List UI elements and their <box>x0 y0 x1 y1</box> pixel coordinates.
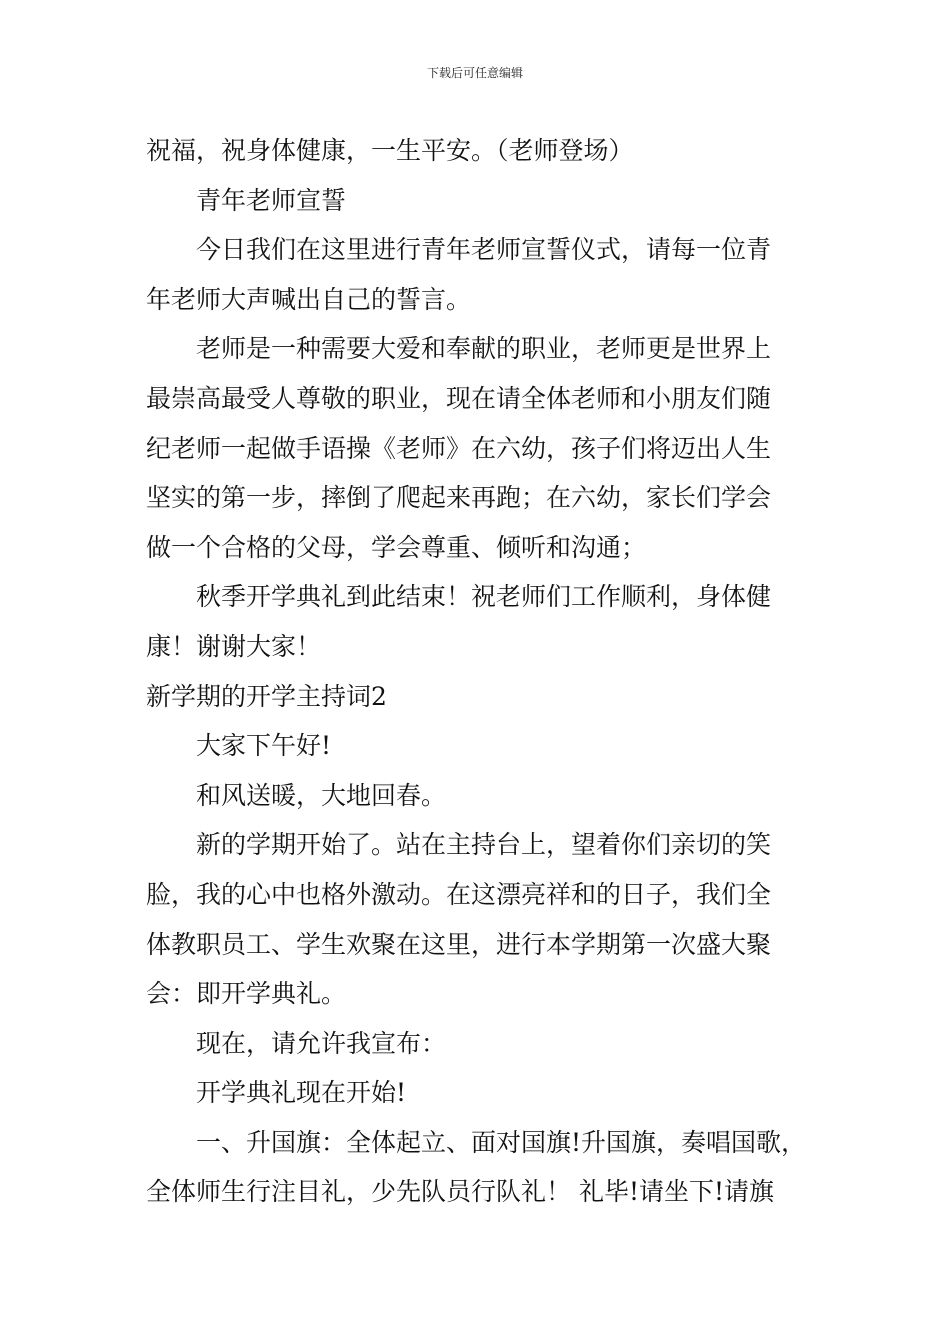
paragraph-line: 康！谢谢大家！ <box>146 631 322 661</box>
text-line: 祝福，祝身体健康，一生平安。（老师登场） <box>146 136 634 165</box>
paragraph-line: 全体师生行注目礼，少先队员行队礼！ 礼毕!请坐下!请旗 <box>146 1177 775 1207</box>
paragraph-line: 纪老师一起做手语操《老师》在六幼，孩子们将迈出人生 <box>146 433 772 463</box>
paragraph-line: 今日我们在这里进行青年老师宣誓仪式，请每一位青 <box>196 235 772 265</box>
section-title: 新学期的开学主持词2 <box>146 681 387 711</box>
paragraph-line: 做一个合格的父母，学会尊重、倾听和沟通； <box>146 532 647 562</box>
paragraph-line: 会：即开学典礼。 <box>146 979 347 1009</box>
paragraph-line: 最崇高最受人尊敬的职业，现在请全体老师和小朋友们随 <box>146 383 772 413</box>
document-body <box>146 126 826 1217</box>
paragraph-line: 大家下午好! <box>196 731 332 761</box>
paragraph-line: 脸，我的心中也格外激动。在这漂亮祥和的日子，我们全 <box>146 879 772 909</box>
section-heading: 青年老师宣誓 <box>196 185 347 215</box>
paragraph-line: 现在，请允许我宣布： <box>196 1028 447 1058</box>
paragraph-line: 年老师大声喊出自己的誓言。 <box>146 284 472 314</box>
paragraph-line: 老师是一种需要大爱和奉献的职业，老师更是世界上 <box>196 334 772 364</box>
paragraph-line: 坚实的第一步，摔倒了爬起来再跑；在六幼，家长们学会 <box>146 483 772 513</box>
paragraph-line: 新的学期开始了。站在主持台上，望着你们亲切的笑 <box>196 830 772 860</box>
paragraph-line: 体教职员工、学生欢聚在这里，进行本学期第一次盛大聚 <box>146 929 772 959</box>
page-header: 下载后可任意编辑 <box>426 66 523 80</box>
paragraph-line: 秋季开学典礼到此结束！祝老师们工作顺利，身体健 <box>196 582 772 612</box>
paragraph-line: 一、升国旗：全体起立、面对国旗!升国旗，奏唱国歌， <box>196 1127 807 1157</box>
paragraph-line: 开学典礼现在开始! <box>196 1078 407 1108</box>
paragraph-line: 和风送暖，大地回春。 <box>196 780 447 810</box>
